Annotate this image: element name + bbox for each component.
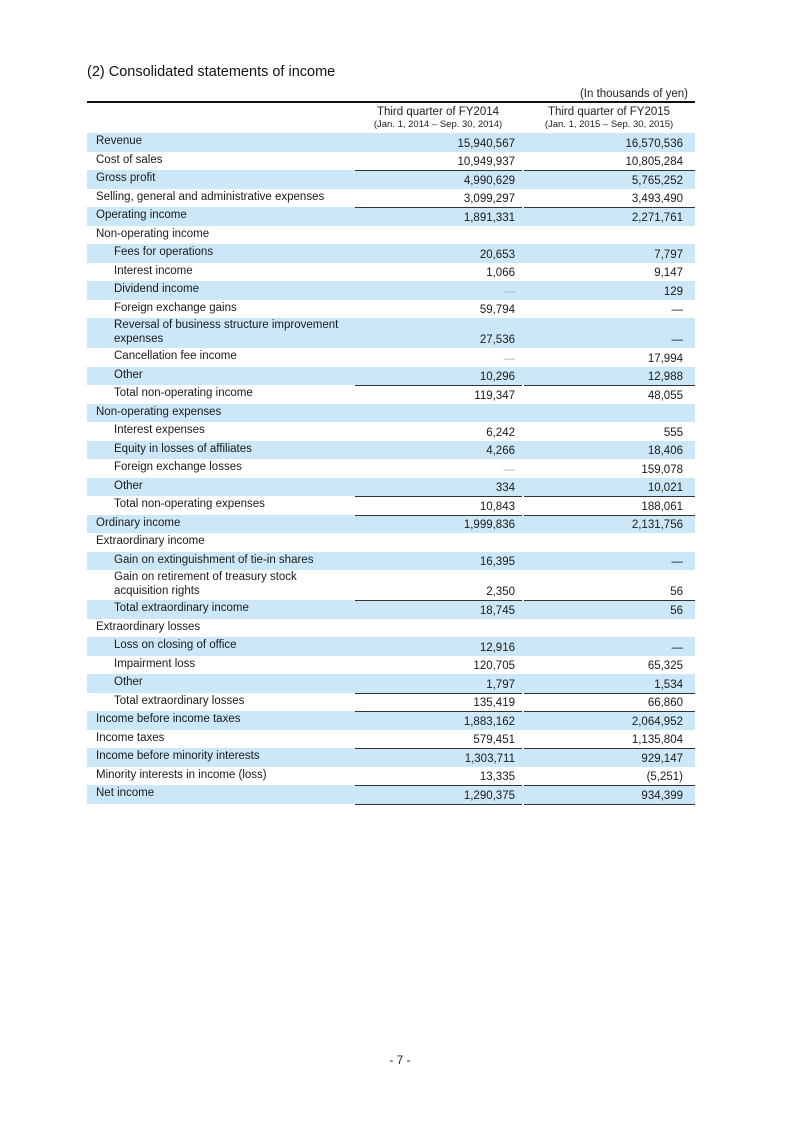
value-fy2015: 555 bbox=[663, 426, 683, 439]
row-label: Interest expenses bbox=[114, 424, 205, 436]
value-fy2014: 10,296 bbox=[479, 371, 515, 383]
value-fy2014: 59,794 bbox=[479, 304, 515, 316]
value-fy2015: 10,021 bbox=[647, 482, 683, 494]
row-label: Foreign exchange losses bbox=[114, 461, 242, 473]
row-label: Other bbox=[114, 676, 143, 688]
value-fy2015: 129 bbox=[663, 285, 683, 298]
table-row bbox=[87, 711, 695, 730]
row-label: Total non-operating expenses bbox=[114, 498, 265, 510]
row-label: Income before income taxes bbox=[96, 713, 241, 725]
row-label: Interest income bbox=[114, 264, 193, 277]
row-label: Extraordinary losses bbox=[96, 620, 201, 633]
value-fy2015: 48,055 bbox=[647, 389, 683, 402]
value-fy2015: — bbox=[671, 641, 683, 654]
subtotal-rule bbox=[524, 748, 695, 749]
row-label: Total non-operating income bbox=[114, 387, 253, 399]
row-label: Gain on extinguishment of tie-in shares bbox=[114, 553, 314, 566]
value-fy2015: 2,064,952 bbox=[631, 715, 683, 728]
subtotal-rule bbox=[355, 515, 522, 516]
table-row bbox=[87, 748, 695, 767]
subtotal-rule bbox=[524, 207, 695, 208]
table-row bbox=[87, 207, 695, 226]
row-label: Ordinary income bbox=[96, 516, 181, 529]
table-row bbox=[87, 133, 695, 152]
value-fy2015: 929,147 bbox=[641, 752, 683, 765]
table-row bbox=[87, 674, 695, 693]
column-header-fy2014 bbox=[354, 105, 522, 131]
subtotal-rule bbox=[524, 170, 695, 171]
subtotal-rule bbox=[355, 693, 522, 694]
subtotal-rule bbox=[355, 711, 522, 712]
value-fy2014: 4,266 bbox=[486, 445, 515, 457]
subtotal-rule bbox=[524, 496, 695, 497]
value-fy2014: 3,099,297 bbox=[463, 193, 515, 205]
value-fy2015: 65,325 bbox=[647, 660, 683, 672]
table-row bbox=[87, 300, 695, 319]
table-row bbox=[87, 552, 695, 571]
unit-note: (In thousands of yen) bbox=[579, 88, 688, 100]
table-row bbox=[87, 263, 695, 282]
value-fy2014: 13,335 bbox=[479, 771, 515, 783]
table-row bbox=[87, 656, 695, 675]
value-fy2014: 18,745 bbox=[479, 604, 515, 617]
value-fy2014: 135,419 bbox=[473, 697, 515, 709]
table-row bbox=[87, 348, 695, 367]
row-label: Other bbox=[114, 368, 143, 381]
table-row bbox=[87, 404, 695, 423]
value-fy2015: 1,534 bbox=[654, 678, 683, 691]
table-row bbox=[87, 515, 695, 534]
value-fy2015: 56 bbox=[670, 604, 683, 617]
value-fy2015: 9,147 bbox=[654, 267, 683, 279]
row-label: Foreign exchange gains bbox=[114, 301, 237, 314]
table-row bbox=[87, 367, 695, 386]
row-label: Extraordinary income bbox=[96, 535, 205, 547]
value-fy2015: 5,765,252 bbox=[631, 174, 683, 187]
table-row bbox=[87, 318, 695, 348]
subtotal-rule bbox=[355, 385, 522, 386]
statement-title: (2) Consolidated statements of income bbox=[87, 64, 336, 80]
subtotal-rule bbox=[524, 600, 695, 601]
value-fy2015: (5,251) bbox=[646, 771, 683, 783]
table-row bbox=[87, 244, 695, 263]
subtotal-rule bbox=[355, 496, 522, 497]
value-fy2015: 56 bbox=[670, 586, 683, 598]
table-row bbox=[87, 570, 695, 600]
row-label: Gain on retirement of treasury stock acquisition rights bbox=[114, 571, 297, 597]
value-fy2015: 159,078 bbox=[641, 463, 683, 476]
value-fy2015: 2,271,761 bbox=[631, 211, 683, 224]
table-row bbox=[87, 767, 695, 786]
subtotal-rule bbox=[524, 785, 695, 786]
value-fy2014: 334 bbox=[495, 482, 515, 494]
value-fy2014: — bbox=[503, 352, 515, 365]
table-row bbox=[87, 226, 695, 245]
value-fy2014: 10,949,937 bbox=[457, 156, 515, 168]
column-range: (Jan. 1, 2014 – Sep. 30, 2014) bbox=[373, 119, 503, 130]
value-fy2014: 119,347 bbox=[474, 389, 515, 402]
table-row bbox=[87, 496, 695, 515]
row-label: Net income bbox=[96, 787, 155, 799]
value-fy2014: 1,797 bbox=[486, 678, 515, 691]
row-label: Other bbox=[114, 479, 143, 492]
subtotal-rule bbox=[524, 385, 695, 386]
value-fy2015: 17,994 bbox=[647, 352, 683, 365]
value-fy2015: 1,135,804 bbox=[631, 734, 683, 746]
row-label: Selling, general and administrative expenses bbox=[96, 190, 325, 203]
row-label: Dividend income bbox=[114, 283, 200, 295]
total-rule bbox=[524, 804, 695, 805]
table-row bbox=[87, 170, 695, 189]
value-fy2014: 16,395 bbox=[479, 556, 515, 568]
column-header-fy2015 bbox=[524, 105, 694, 131]
subtotal-rule bbox=[524, 515, 695, 516]
value-fy2014: 4,990,629 bbox=[463, 174, 515, 187]
table-row bbox=[87, 281, 695, 300]
row-label: Cancellation fee income bbox=[114, 350, 237, 362]
value-fy2015: 16,570,536 bbox=[625, 137, 683, 150]
table-row bbox=[87, 459, 695, 478]
table-row bbox=[87, 693, 695, 712]
value-fy2014: 120,705 bbox=[473, 660, 515, 672]
value-fy2014: 10,843 bbox=[479, 500, 515, 513]
row-label: Revenue bbox=[96, 135, 143, 147]
table-row bbox=[87, 441, 695, 460]
row-label: Total extraordinary losses bbox=[114, 694, 245, 707]
value-fy2014: 1,066 bbox=[486, 267, 515, 279]
row-label: Reversal of business structure improvement expenses bbox=[114, 319, 339, 345]
row-label: Cost of sales bbox=[96, 153, 163, 166]
value-fy2015: — bbox=[671, 334, 683, 346]
table-row bbox=[87, 478, 695, 497]
row-label: Fees for operations bbox=[114, 246, 214, 258]
row-label: Minority interests in income (loss) bbox=[96, 768, 267, 781]
value-fy2014: 1,290,375 bbox=[463, 789, 515, 802]
value-fy2015: 66,860 bbox=[647, 697, 683, 709]
subtotal-rule bbox=[355, 600, 522, 601]
value-fy2015: 2,131,756 bbox=[631, 519, 683, 531]
table-row bbox=[87, 152, 695, 171]
value-fy2014: 1,883,162 bbox=[463, 715, 515, 728]
table-row bbox=[87, 785, 695, 804]
page-number: - 7 - bbox=[389, 1053, 411, 1067]
value-fy2015: 188,061 bbox=[641, 500, 683, 513]
subtotal-rule bbox=[355, 785, 522, 786]
row-label: Operating income bbox=[96, 209, 187, 221]
table-row bbox=[87, 422, 695, 441]
value-fy2015: 12,988 bbox=[647, 371, 683, 383]
value-fy2015: 10,805,284 bbox=[625, 156, 683, 168]
value-fy2014: 27,536 bbox=[479, 334, 515, 346]
row-label: Equity in losses of affiliates bbox=[114, 442, 252, 455]
subtotal-rule bbox=[355, 170, 522, 171]
value-fy2014: 6,242 bbox=[486, 426, 515, 439]
value-fy2015: 934,399 bbox=[641, 789, 683, 802]
row-label: Income before minority interests bbox=[96, 750, 260, 762]
value-fy2014: 1,999,836 bbox=[463, 519, 515, 531]
value-fy2014: 20,653 bbox=[479, 248, 515, 261]
value-fy2014: — bbox=[503, 285, 515, 298]
row-label: Non-operating expenses bbox=[96, 405, 222, 418]
column-period: Third quarter of FY2014 bbox=[376, 106, 500, 118]
value-fy2015: 7,797 bbox=[654, 248, 683, 261]
row-label: Gross profit bbox=[96, 172, 156, 184]
column-period: Third quarter of FY2015 bbox=[547, 106, 671, 118]
row-label: Loss on closing of office bbox=[114, 639, 237, 651]
row-label: Impairment loss bbox=[114, 657, 196, 670]
value-fy2014: 12,916 bbox=[479, 641, 515, 654]
value-fy2014: 15,940,567 bbox=[457, 137, 515, 150]
total-rule bbox=[355, 804, 522, 805]
value-fy2014: 1,303,711 bbox=[464, 752, 515, 765]
table-row bbox=[87, 637, 695, 656]
table-row bbox=[87, 533, 695, 552]
value-fy2015: — bbox=[671, 304, 683, 316]
table-row bbox=[87, 189, 695, 208]
subtotal-rule bbox=[524, 711, 695, 712]
value-fy2015: — bbox=[671, 556, 683, 568]
value-fy2014: 1,891,331 bbox=[463, 211, 515, 224]
table-row bbox=[87, 600, 695, 619]
header-rule bbox=[87, 101, 695, 103]
income-statement-table bbox=[87, 133, 695, 804]
subtotal-rule bbox=[524, 693, 695, 694]
value-fy2014: 2,350 bbox=[486, 586, 515, 598]
table-row bbox=[87, 730, 695, 749]
row-label: Non-operating income bbox=[96, 227, 210, 240]
value-fy2014: — bbox=[503, 463, 515, 476]
value-fy2015: 3,493,490 bbox=[631, 193, 683, 205]
table-row bbox=[87, 385, 695, 404]
row-label: Total extraordinary income bbox=[114, 602, 249, 614]
subtotal-rule bbox=[355, 748, 522, 749]
table-row bbox=[87, 619, 695, 638]
value-fy2014: 579,451 bbox=[473, 734, 515, 746]
row-label: Income taxes bbox=[96, 731, 165, 744]
value-fy2015: 18,406 bbox=[647, 445, 683, 457]
column-range: (Jan. 1, 2015 – Sep. 30, 2015) bbox=[544, 119, 674, 130]
subtotal-rule bbox=[355, 207, 522, 208]
